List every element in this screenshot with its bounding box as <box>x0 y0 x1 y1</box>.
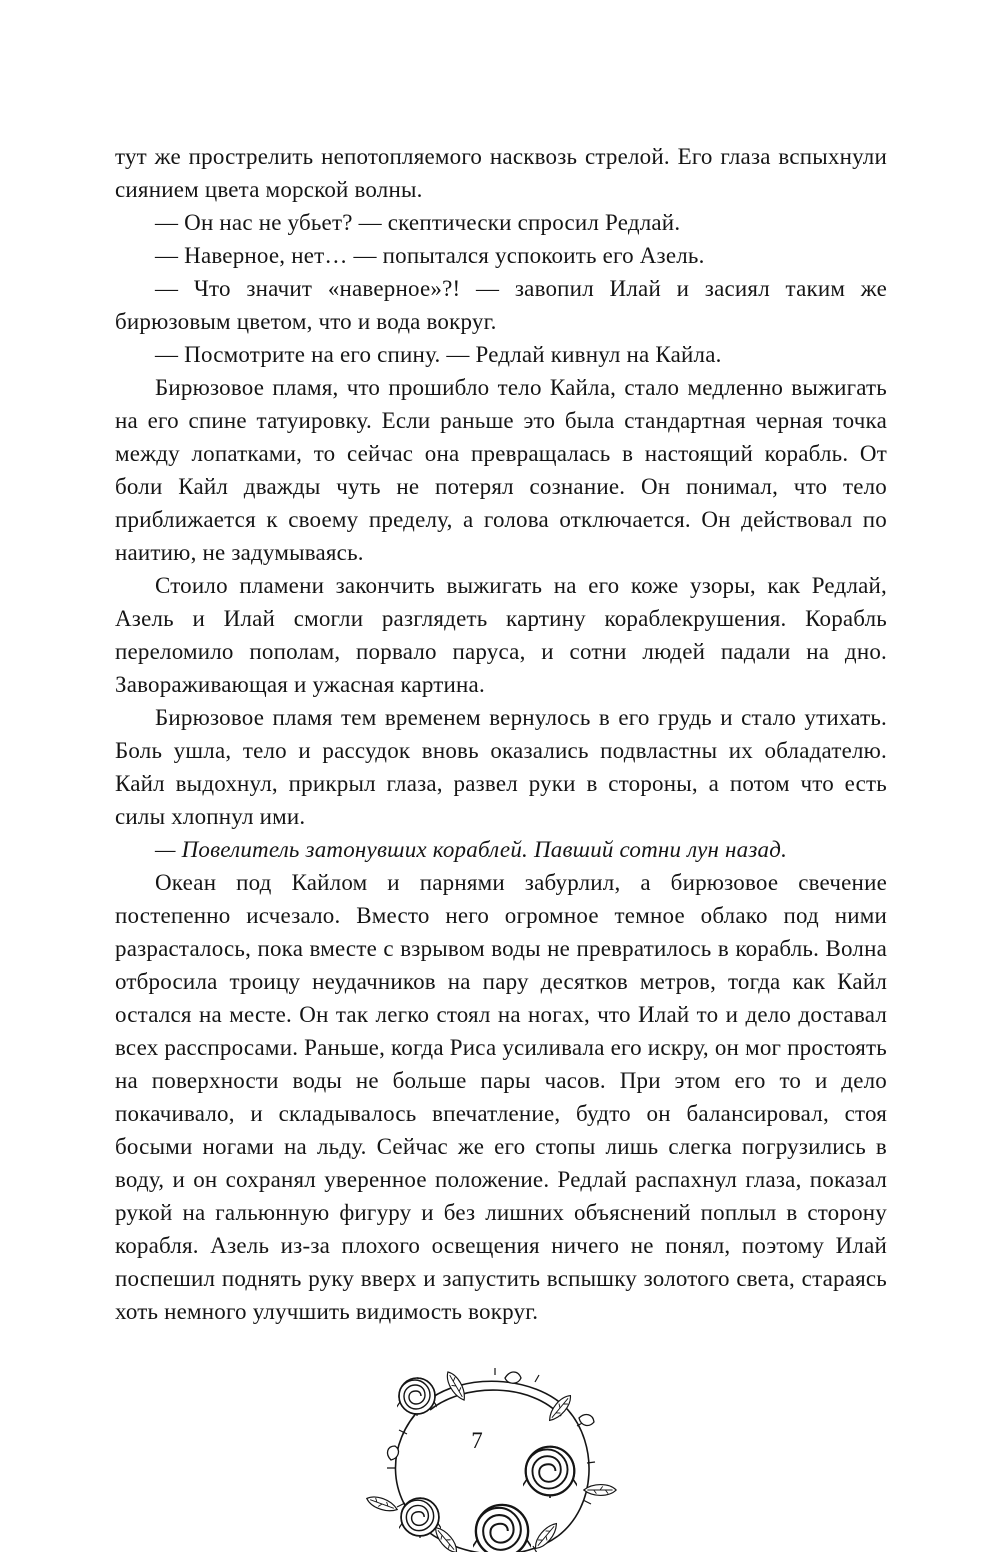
dialogue-line: — Он нас не убьет? — скептически спросил Редлай. <box>155 210 681 235</box>
paragraph: тут же прострелить непотопляемого насквозь стрелой. Его глаза вспыхнули сиянием цвета морской волны. <box>115 144 887 202</box>
paragraph: Океан под Кайлом и парнями забурлил, а бирюзовое свечение постепенно исчезало. Вместо него огромное темное облако под ними разрасталось, пока вместе с взрывом воды не превратилось в корабль. Волна отбросила троицу неудачников на пару десятков метров, тогда как Кайл остался на месте. Он так легко стоял на ногах, что Илай то и дело доставал всех расспросами. Раньше, когда Риса усиливала его искру, он мог простоять на поверхности воды не больше пары часов. При этом его то и дело покачивало, и складывалось впечатление, будто он балансировал, стоя босыми ногами на льду. Сейчас же его стопы лишь слегка погрузились в воду, и он сохранял уверенное положение. Редлай распахнул глаза, показал рукой на гальюнную фигуру и без лишних объяснений поплыл в сторону корабля. Азель из-за плохого освещения ничего не понял, поэтому Илай поспешил поднять руку вверх и запустить вспышку золотого света, стараясь хоть немного улучшить видимость вокруг. <box>115 870 887 1324</box>
rose-wreath-icon <box>355 1368 625 1552</box>
paragraph: Бирюзовое пламя, что прошибло тело Кайла, стало медленно выжигать на его спине татуировку. Если раньше это была стандартная черная точка между лопатками, то сейчас она превращалась в настоящий корабль. От боли Кайл дважды чуть не потерял сознание. Он понимал, что тело приближается к своему пределу, а голова отключается. Он действовал по наитию, не задумываясь. <box>115 375 887 565</box>
page-number: 7 <box>471 1428 483 1453</box>
text-block <box>115 140 887 1328</box>
dialogue-line: — Что значит «наверное»?! — завопил Илай и засиял таким же бирюзовым цветом, что и вода вокруг. <box>115 276 887 334</box>
paragraph: Стоило пламени закончить выжигать на его коже узоры, как Редлай, Азель и Илай смогли разглядеть картину кораблекрушения. Корабль переломило пополам, порвало паруса, и сотни людей падали на дно. Завораживающая и ужасная картина. <box>115 573 887 697</box>
dialogue-line-italic: — Повелитель затонувших кораблей. Павший сотни лун назад. <box>155 837 788 862</box>
dialogue-line: — Наверное, нет… — попытался успокоить его Азель. <box>155 243 705 268</box>
dialogue-line: — Посмотрите на его спину. — Редлай кивнул на Кайла. <box>155 342 722 367</box>
paragraph: Бирюзовое пламя тем временем вернулось в его грудь и стало утихать. Боль ушла, тело и рассудок вновь оказались подвластны их обладателю. Кайл выдохнул, прикрыл глаза, развел руки в стороны, а потом что есть силы хлопнул ими. <box>115 705 887 829</box>
